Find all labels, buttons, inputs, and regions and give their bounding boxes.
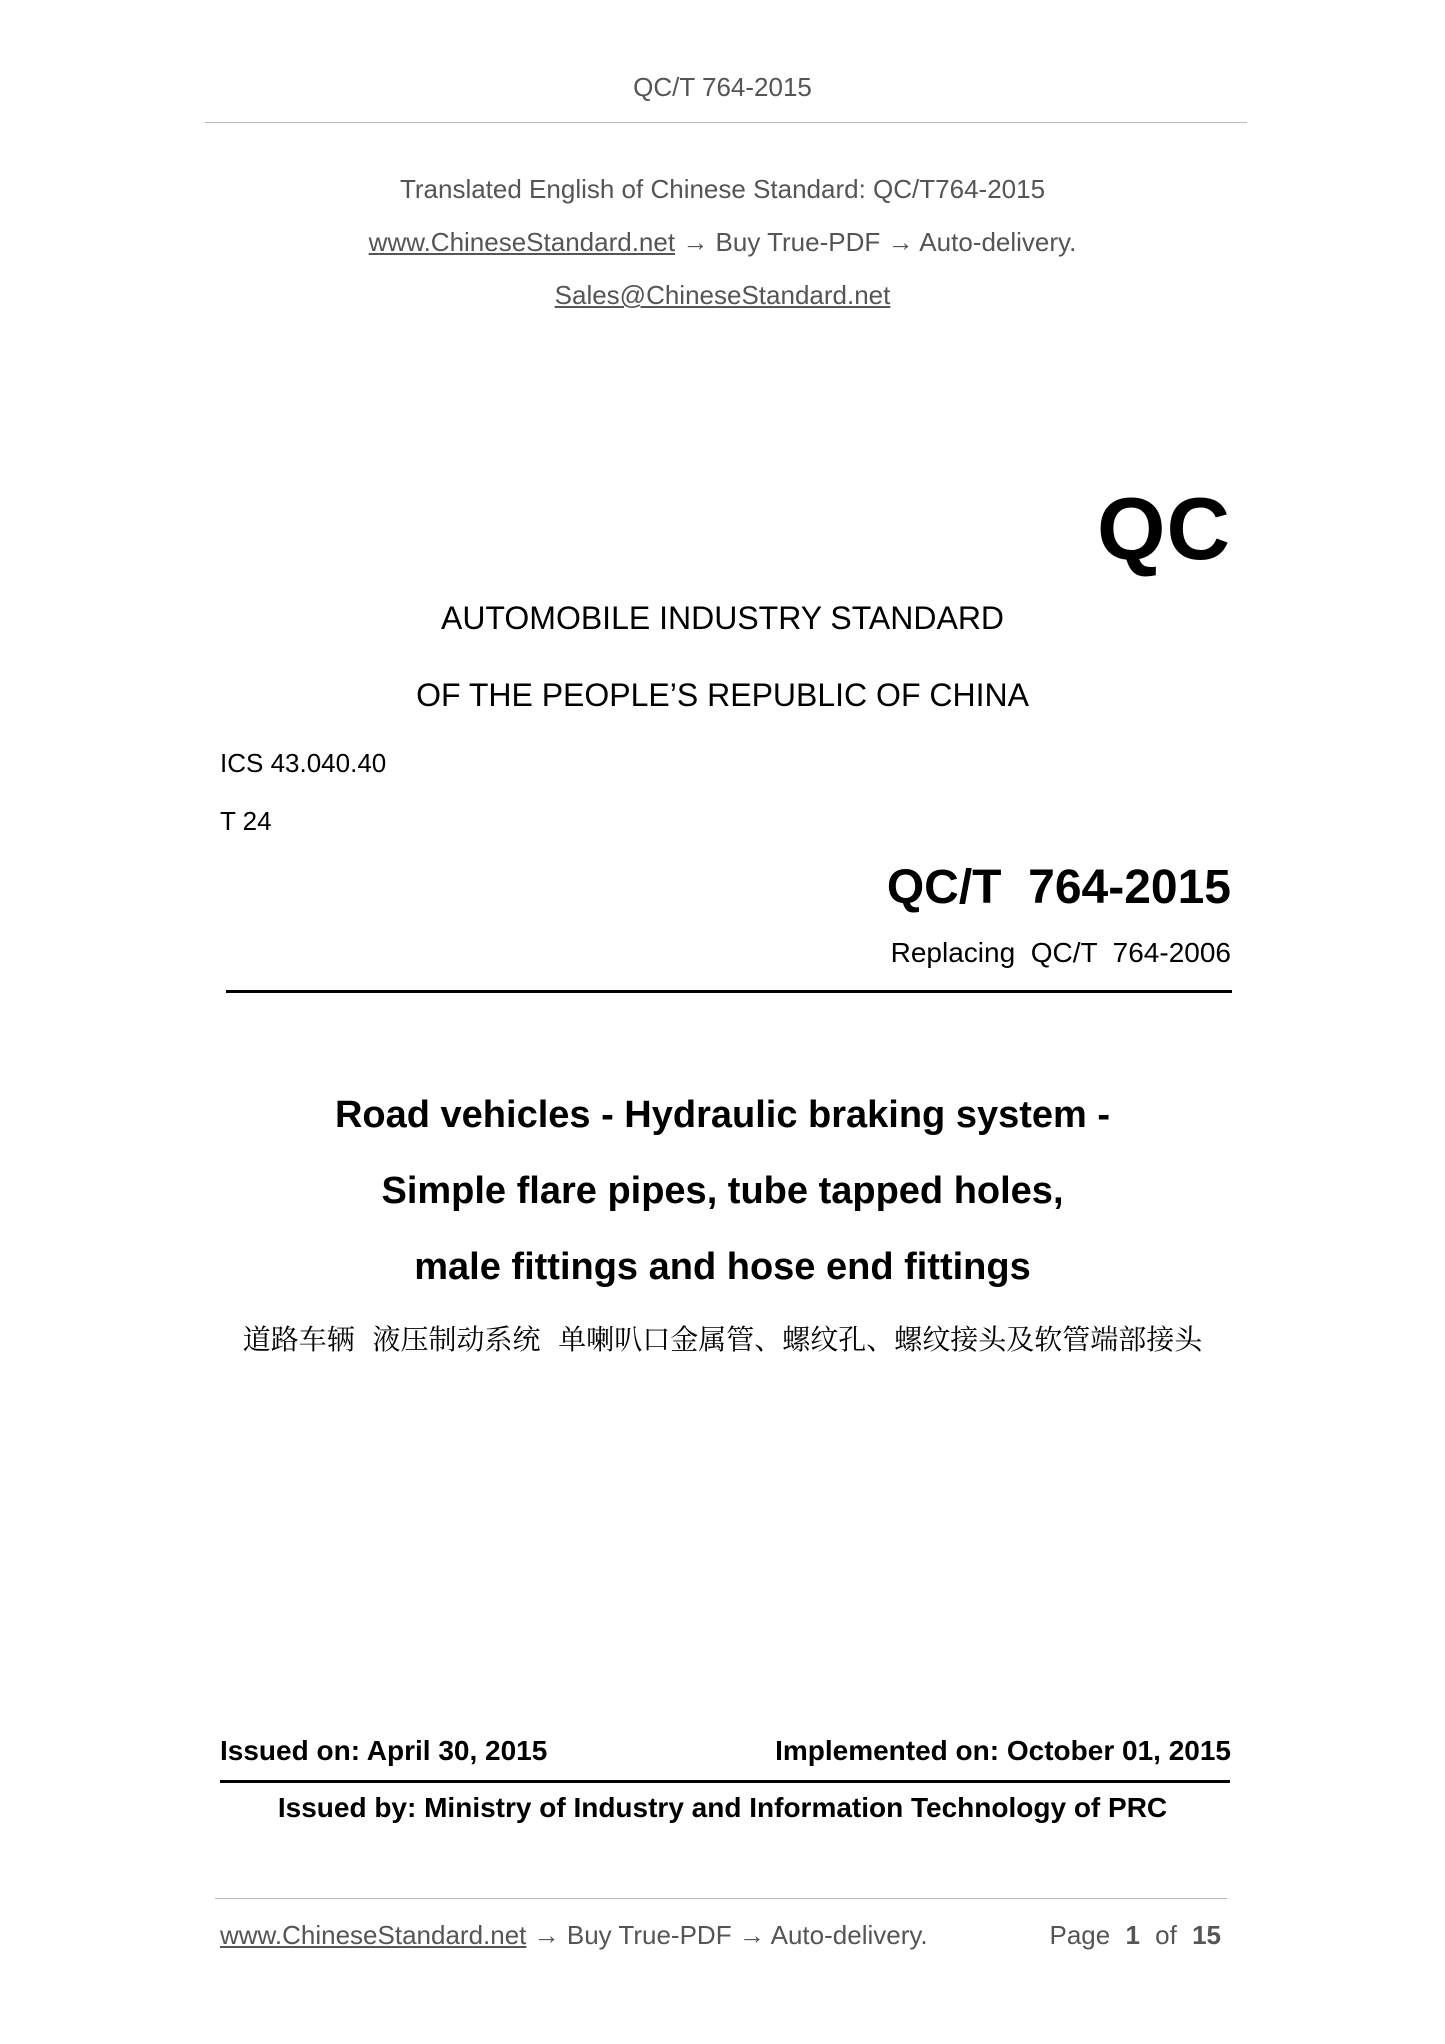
purchase-line	[0, 227, 1445, 258]
standard-number: QC/T 764-2015	[886, 861, 1231, 914]
footer-auto-delivery-text: Auto-delivery.	[770, 1920, 928, 1950]
site-link[interactable]: www.ChineseStandard.net	[368, 227, 676, 257]
email-line	[0, 280, 1445, 311]
title-zh: 道路车辆 液压制动系统 单喇叭口金属管、螺纹孔、螺纹接头及软管端部接头	[242, 1323, 1203, 1356]
issuing-authority: Issued by: Ministry of Industry and Information Technology of PRC	[277, 1792, 1168, 1823]
title-en-line-1: Road vehicles - Hydraulic braking system -	[334, 1094, 1111, 1136]
org-line-2: OF THE PEOPLE’S REPUBLIC OF CHINA	[416, 677, 1029, 713]
footer-buy-pdf-text: Buy True-PDF	[566, 1920, 732, 1950]
title-rule	[226, 990, 1232, 993]
qc-logo: QC	[1097, 479, 1231, 578]
org-line-1: AUTOMOBILE INDUSTRY STANDARD	[440, 600, 1005, 636]
translation-notice: Translated English of Chinese Standard: QC/T764-2015	[399, 174, 1046, 204]
running-header: QC/T 764-2015	[633, 72, 812, 102]
footer-rule	[215, 1898, 1227, 1899]
sales-email-link[interactable]: Sales@ChineseStandard.net	[554, 280, 891, 310]
arrow-icon: →	[887, 227, 914, 257]
arrow-icon: →	[533, 1920, 560, 1950]
page-total: 15	[1192, 1920, 1221, 1950]
footer-site-link[interactable]: www.ChineseStandard.net	[220, 1920, 527, 1950]
of-label: of	[1155, 1920, 1177, 1950]
buy-pdf-text: Buy True-PDF	[715, 227, 881, 257]
ics-code: ICS 43.040.40	[220, 748, 387, 778]
title-en-line-3: male fittings and hose end fittings	[414, 1246, 1031, 1288]
title-en-line-2: Simple flare pipes, tube tapped holes,	[381, 1170, 1064, 1212]
footer-purchase-line	[220, 1920, 928, 1951]
ccs-code: T 24	[220, 806, 272, 836]
header-rule	[205, 122, 1247, 123]
replacing-standard: Replacing QC/T 764-2006	[890, 937, 1231, 968]
page-indicator	[1049, 1920, 1221, 1951]
page-label: Page	[1049, 1920, 1111, 1950]
arrow-icon: →	[682, 227, 709, 257]
implemented-date: Implemented on: October 01, 2015	[775, 1735, 1231, 1766]
auto-delivery-text: Auto-delivery.	[919, 227, 1077, 257]
dates-rule	[220, 1780, 1230, 1783]
arrow-icon: →	[738, 1920, 765, 1950]
page-number: 1	[1125, 1920, 1140, 1950]
issued-date: Issued on: April 30, 2015	[220, 1735, 548, 1766]
